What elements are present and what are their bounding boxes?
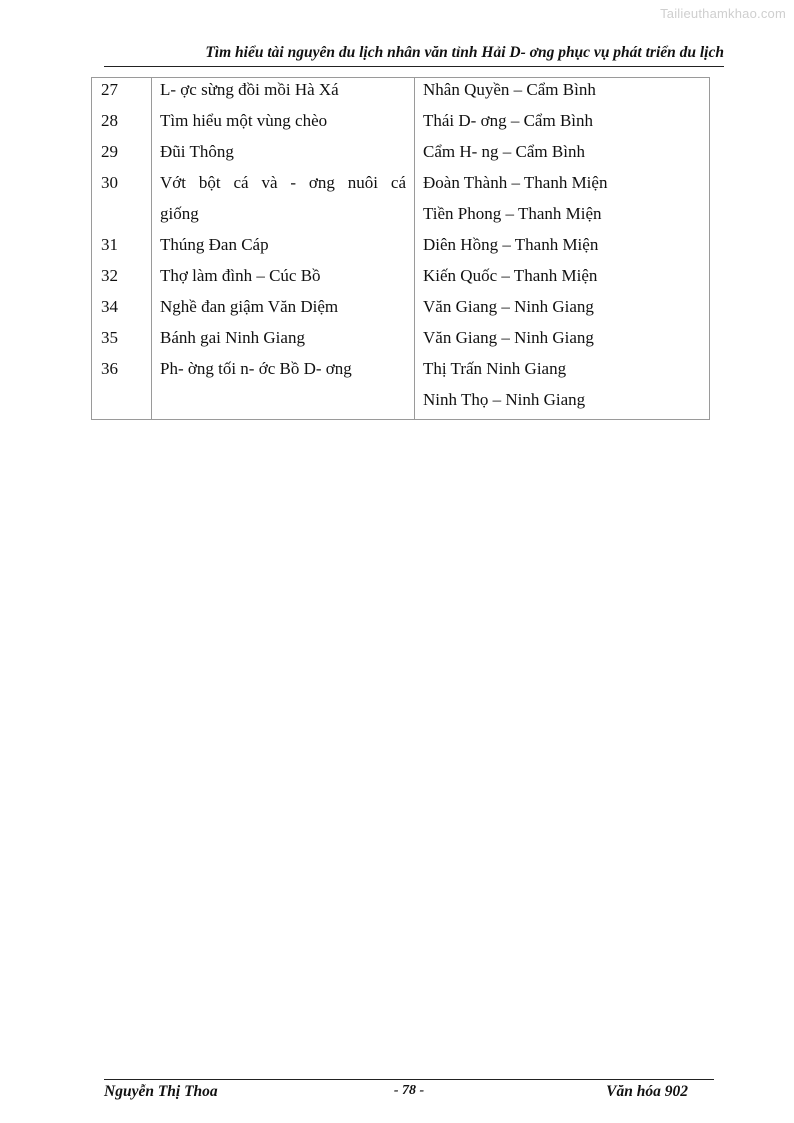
watermark: Tailieuthamkhao.com — [660, 6, 786, 21]
running-header: Tìm hiểu tài nguyên du lịch nhân văn tỉnh Hải D- ơng phục vụ phát triển du lịch — [205, 44, 724, 61]
footer-author: Nguyễn Thị Thoa — [104, 1083, 218, 1100]
row-number-cell — [92, 78, 152, 110]
location-cell — [415, 357, 710, 420]
row-number: 30 — [101, 173, 118, 192]
craft-name-cell — [152, 357, 415, 420]
location-cell — [415, 233, 710, 264]
table-row — [92, 78, 710, 110]
row-number: 35 — [101, 328, 118, 347]
row-number: 31 — [101, 235, 118, 254]
location-line: Cẩm H- ng – Cẩm Bình — [423, 142, 585, 161]
row-number-cell — [92, 233, 152, 264]
row-number: 28 — [101, 111, 118, 130]
location-line: Đoàn Thành – Thanh Miện — [423, 173, 608, 192]
craft-name-line — [160, 388, 406, 419]
craft-name-line: Thợ làm đình – Cúc Bồ — [160, 266, 321, 285]
table-row — [92, 171, 710, 233]
craft-name-cell — [152, 171, 415, 233]
location-line: Ninh Thọ – Ninh Giang — [423, 390, 586, 409]
location-cell — [415, 78, 710, 110]
row-number-cell — [92, 326, 152, 357]
location-cell — [415, 326, 710, 357]
table-row — [92, 140, 710, 171]
location-line: Tiền Phong – Thanh Miện — [423, 204, 602, 223]
page-number: - 78 - — [393, 1083, 425, 1098]
location-cell — [415, 264, 710, 295]
location-line: Văn Giang – Ninh Giang — [423, 297, 594, 316]
craft-name-cell — [152, 109, 415, 140]
craft-name-line: Thúng Đan Cáp — [160, 235, 269, 254]
location-line: Diên Hồng – Thanh Miện — [423, 235, 599, 254]
craft-name-line: Nghề đan giậm Văn Diệm — [160, 297, 339, 316]
craft-name-cell — [152, 264, 415, 295]
location-line: Thị Trấn Ninh Giang — [423, 359, 567, 378]
footer-course: Văn hóa 902 — [606, 1083, 688, 1100]
craft-name-cell — [152, 78, 415, 110]
crafts-table — [91, 77, 710, 420]
row-number: 29 — [101, 142, 118, 161]
page-footer — [104, 1083, 714, 1105]
row-number: 27 — [101, 80, 118, 99]
craft-name-cell — [152, 295, 415, 326]
craft-name-line: Tìm hiểu một vùng chèo — [160, 111, 328, 130]
craft-name-cell — [152, 326, 415, 357]
location-line: Văn Giang – Ninh Giang — [423, 328, 594, 347]
row-number-cell — [92, 140, 152, 171]
location-cell — [415, 140, 710, 171]
row-number: 36 — [101, 359, 118, 378]
craft-name-line: Bánh gai Ninh Giang — [160, 328, 305, 347]
row-number: 34 — [101, 297, 118, 316]
location-cell — [415, 295, 710, 326]
craft-name-line: giống — [160, 204, 199, 223]
table-row — [92, 326, 710, 357]
row-number-cell — [92, 171, 152, 233]
craft-name-line: Vớt bột cá và - ơng nuôi cá — [160, 173, 406, 192]
location-cell — [415, 109, 710, 140]
craft-name-line: Ph- ờng tối n- ớc Bồ D- ơng — [160, 359, 352, 378]
table-row — [92, 357, 710, 420]
row-number-cell — [92, 264, 152, 295]
header-rule — [104, 66, 724, 67]
row-number-cell — [92, 109, 152, 140]
row-number: 32 — [101, 266, 118, 285]
location-line: Thái D- ơng – Cẩm Bình — [423, 111, 593, 130]
craft-name-line: L- ợc sừng đồi mồi Hà Xá — [160, 80, 339, 99]
table-row — [92, 109, 710, 140]
craft-name-cell — [152, 140, 415, 171]
footer-rule — [104, 1079, 714, 1080]
table-row — [92, 264, 710, 295]
row-number-cell — [92, 357, 152, 420]
location-cell — [415, 171, 710, 233]
row-number-cell — [92, 295, 152, 326]
table-row — [92, 295, 710, 326]
table-body — [92, 78, 710, 420]
location-line: Nhân Quyền – Cẩm Bình — [423, 80, 596, 99]
table-row — [92, 233, 710, 264]
craft-name-cell — [152, 233, 415, 264]
location-line: Kiến Quốc – Thanh Miện — [423, 266, 598, 285]
craft-name-line: Đũi Thông — [160, 142, 234, 161]
